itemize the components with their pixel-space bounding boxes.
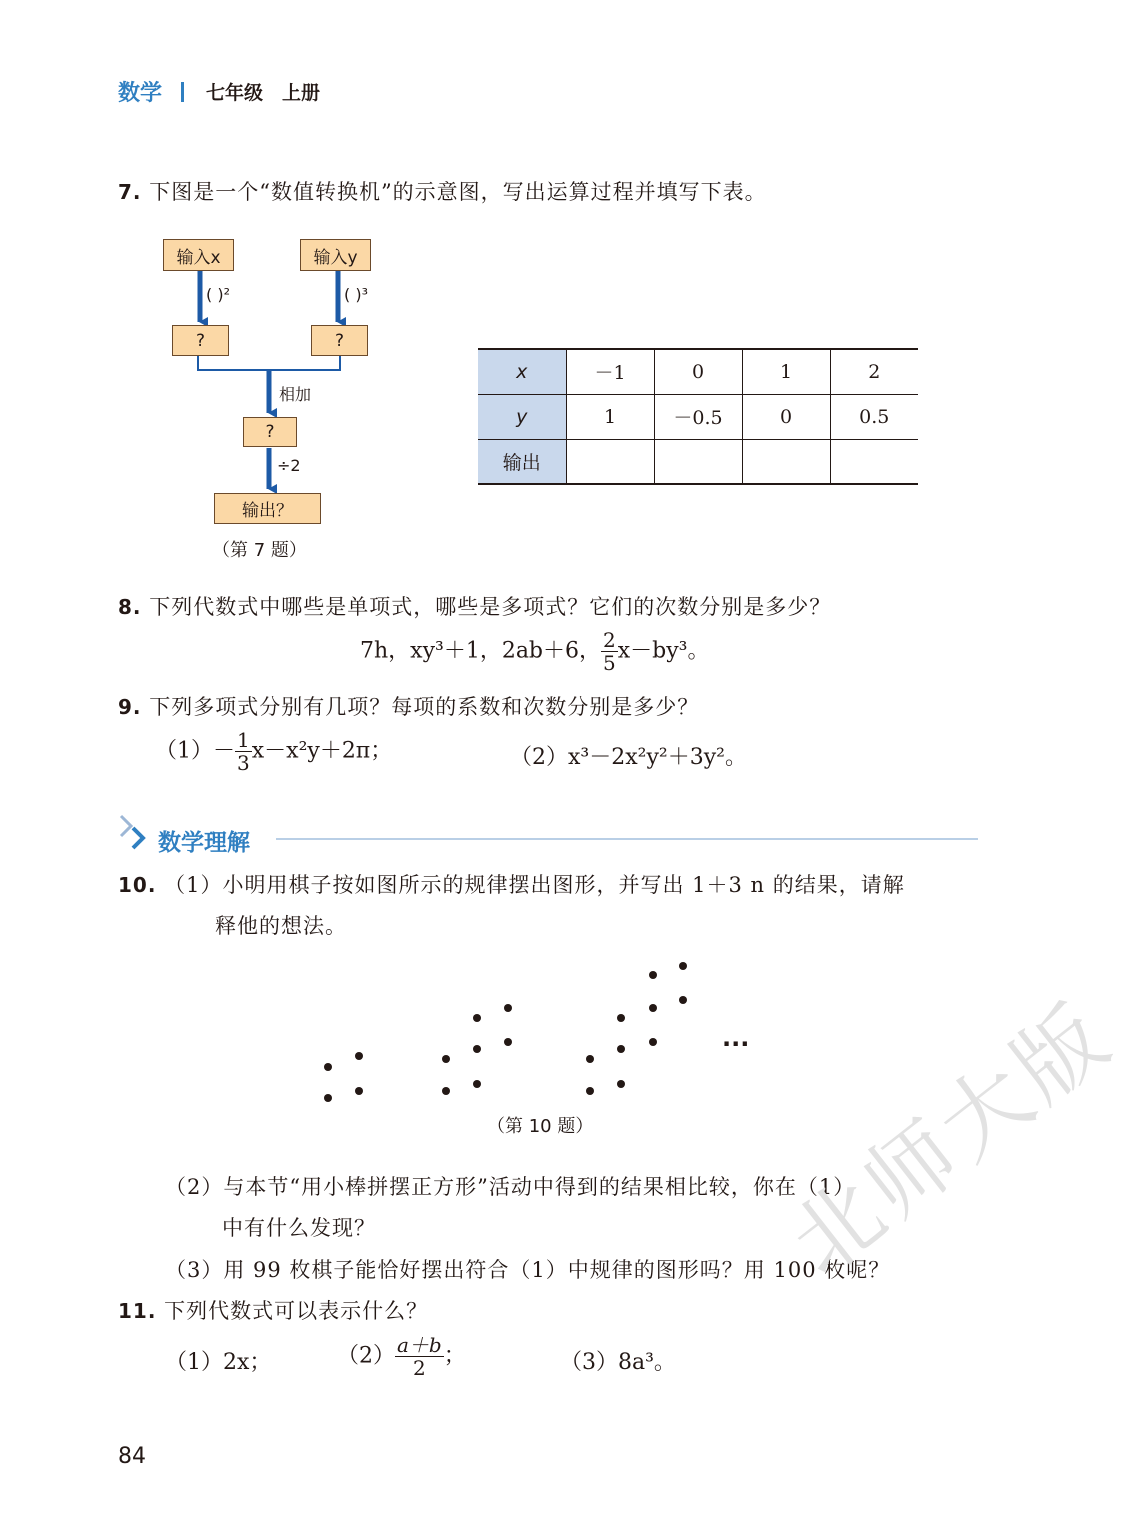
q9-p1-num: 1 bbox=[237, 728, 250, 752]
q9-p1-sign: － bbox=[213, 738, 236, 764]
q7-caption: （第 7 题） bbox=[212, 540, 307, 561]
chess-piece bbox=[649, 971, 657, 979]
input-x-box: 输入x bbox=[163, 239, 234, 271]
q10-caption: （第 10 题） bbox=[487, 1116, 594, 1137]
q11-text: 下列代数式可以表示什么？ bbox=[164, 1299, 429, 1323]
q9-p1-rest: x－x²y＋2π； bbox=[251, 738, 393, 764]
op-cube-label: ( )³ bbox=[344, 285, 368, 304]
table-row bbox=[478, 394, 918, 439]
chess-piece bbox=[679, 962, 687, 970]
op-square-label: ( )² bbox=[206, 285, 230, 304]
table-cell bbox=[654, 439, 742, 484]
q7-table bbox=[478, 348, 918, 485]
q8-expr-a: 7h，xy³＋1，2ab＋6， bbox=[360, 638, 602, 664]
q11-p2-end: ； bbox=[443, 1343, 466, 1369]
q8 bbox=[118, 591, 831, 621]
table-cell: －0.5 bbox=[654, 394, 742, 439]
q10-number: 10. bbox=[118, 873, 157, 897]
q10-part2-line2: 中有什么发现？ bbox=[222, 1216, 376, 1240]
table-cell: －1 bbox=[566, 349, 654, 394]
chess-piece bbox=[324, 1063, 332, 1071]
chess-piece bbox=[473, 1045, 481, 1053]
chess-piece bbox=[473, 1080, 481, 1088]
q9-p1-fraction bbox=[235, 730, 252, 773]
q10-line1: （1）小明用棋子按如图所示的规律摆出图形，并写出 1＋3 n 的结果，请解 bbox=[164, 873, 905, 897]
chess-piece bbox=[586, 1055, 594, 1063]
chess-piece bbox=[617, 1014, 625, 1022]
q7 bbox=[118, 176, 767, 206]
q9-p2-expr: x³－2x²y²＋3y²。 bbox=[568, 745, 747, 770]
section-chevron-icon bbox=[117, 812, 157, 852]
q10-part2-line1: （2）与本节“用小棒拼摆正方形”活动中得到的结果相比较，你在（1） bbox=[165, 1175, 856, 1199]
q8-frac-den: 5 bbox=[603, 651, 616, 675]
table-cell: 2 bbox=[830, 349, 918, 394]
publisher-watermark: 北师大版 bbox=[771, 982, 1131, 1296]
q7-number: 7. bbox=[118, 180, 142, 204]
q11-part3: （3）8a³。 bbox=[560, 1350, 676, 1375]
square-result-box: ? bbox=[172, 325, 229, 356]
chess-piece bbox=[649, 1038, 657, 1046]
q8-fraction bbox=[601, 630, 618, 673]
q10-line2: 释他的想法。 bbox=[215, 914, 347, 938]
table-cell: 输出 bbox=[478, 439, 566, 484]
q9-number: 9. bbox=[118, 695, 142, 719]
q8-frac-num: 2 bbox=[603, 628, 616, 652]
divide-label: ÷2 bbox=[277, 456, 301, 475]
chess-piece bbox=[355, 1087, 363, 1095]
table-cell: 1 bbox=[566, 394, 654, 439]
q11-part1: （1）2x； bbox=[165, 1350, 272, 1375]
chess-piece bbox=[617, 1080, 625, 1088]
table-cell: x bbox=[478, 349, 566, 394]
q9-part2 bbox=[510, 740, 747, 771]
chess-piece bbox=[649, 1004, 657, 1012]
q9-p2-label: （2） bbox=[510, 745, 568, 770]
table-cell: 0.5 bbox=[830, 394, 918, 439]
chess-piece bbox=[442, 1087, 450, 1095]
q11-p2-fraction bbox=[395, 1335, 444, 1378]
table-cell bbox=[742, 439, 830, 484]
table-row bbox=[478, 349, 918, 394]
cube-result-box: ? bbox=[311, 325, 368, 356]
q8-text: 下列代数式中哪些是单项式，哪些是多项式？它们的次数分别是多少？ bbox=[149, 595, 832, 619]
q9-p1-den: 3 bbox=[237, 751, 250, 775]
table-cell: 0 bbox=[742, 394, 830, 439]
table-cell: y bbox=[478, 394, 566, 439]
flowchart-arrows bbox=[150, 230, 410, 530]
q8-number: 8. bbox=[118, 595, 142, 619]
add-label: 相加 bbox=[279, 385, 312, 404]
chess-piece bbox=[442, 1055, 450, 1063]
chess-piece bbox=[679, 996, 687, 1004]
chess-piece bbox=[504, 1004, 512, 1012]
q9-text: 下列多项式分别有几项？每项的系数和次数分别是多少？ bbox=[149, 695, 700, 719]
q11-part2 bbox=[337, 1335, 466, 1378]
q10 bbox=[118, 869, 905, 899]
chess-piece bbox=[324, 1094, 332, 1102]
output-box: 输出？ bbox=[214, 493, 321, 524]
table-cell: 1 bbox=[742, 349, 830, 394]
header-divider bbox=[181, 82, 184, 102]
q11-p2-den: 2 bbox=[413, 1356, 426, 1380]
q9-part1 bbox=[155, 730, 392, 773]
chess-piece bbox=[586, 1087, 594, 1095]
table-row bbox=[478, 439, 918, 484]
q11-p2-label: （2） bbox=[337, 1343, 395, 1369]
table-cell bbox=[566, 439, 654, 484]
section-rule bbox=[276, 838, 978, 840]
sum-result-box: ? bbox=[243, 417, 297, 447]
input-y-box: 输入y bbox=[300, 239, 371, 271]
q11-p2-num: a＋b bbox=[397, 1333, 442, 1357]
chess-piece bbox=[504, 1038, 512, 1046]
q11 bbox=[118, 1295, 428, 1325]
chess-piece bbox=[617, 1045, 625, 1053]
q7-text: 下图是一个“数值转换机”的示意图，写出运算过程并填写下表。 bbox=[149, 180, 767, 204]
q8-expr-b: x－by³。 bbox=[617, 638, 710, 664]
chess-piece bbox=[473, 1014, 481, 1022]
table-cell: 0 bbox=[654, 349, 742, 394]
section-title: 数学理解 bbox=[158, 830, 250, 856]
q9-p1-label: （1） bbox=[155, 738, 213, 764]
header-subject: 数学 bbox=[118, 81, 163, 106]
q11-number: 11. bbox=[118, 1299, 157, 1323]
table-cell bbox=[830, 439, 918, 484]
page-number: 84 bbox=[118, 1444, 146, 1469]
header-grade: 七年级 上册 bbox=[206, 82, 321, 104]
dots-ellipsis: ··· bbox=[722, 1030, 750, 1058]
q10-part3: （3）用 99 枚棋子能恰好摆出符合（1）中规律的图形吗？用 100 枚呢？ bbox=[165, 1258, 891, 1282]
q8-expressions bbox=[360, 630, 710, 673]
q9 bbox=[118, 691, 699, 721]
chess-piece bbox=[355, 1052, 363, 1060]
